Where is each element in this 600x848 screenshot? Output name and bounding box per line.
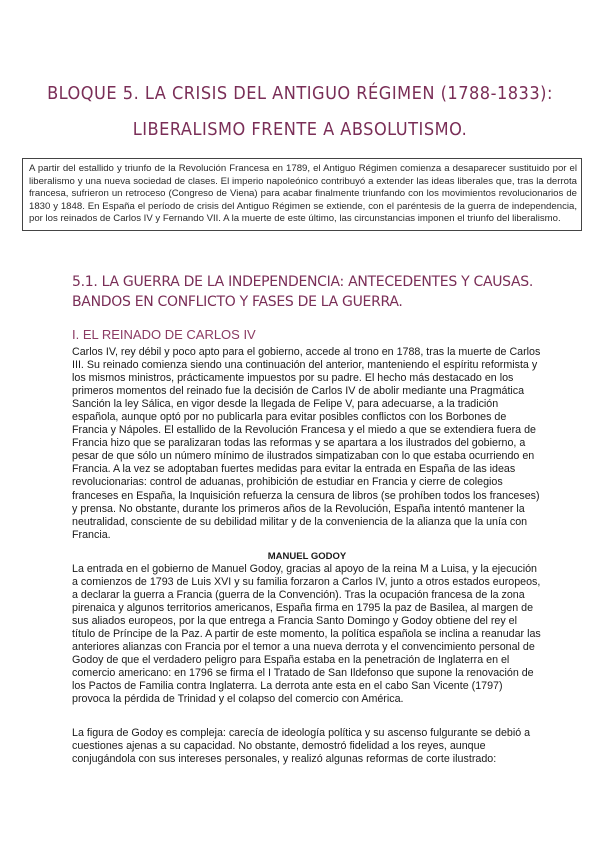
- document-title: [40, 76, 560, 148]
- paragraph-godoy-figure: La figura de Godoy es compleja: carecía de ideología política y su ascenso fulgurante se debió a cuestiones ajenas a su capacidad. No obstante, demostró fidelidad a los reyes, aunque conjugándola con sus intereses personales, y realizó algunas reformas de corte ilustrado:: [72, 727, 531, 766]
- title-line-1: BLOQUE 5. LA CRISIS DEL ANTIGUO RÉGIMEN (1788-1833):: [47, 83, 553, 104]
- title-line-2: LIBERALISMO FRENTE A ABSOLUTISMO.: [132, 119, 468, 140]
- section-title: 5.1. LA GUERRA DE LA INDEPENDENCIA: ANTECEDENTES Y CAUSAS. BANDOS EN CONFLICTO Y FASES DE LA GUERRA.: [72, 274, 534, 310]
- godoy-heading: MANUEL GODOY: [267, 551, 347, 562]
- intro-box: A partir del estallido y triunfo de la Revolución Francesa en 1789, el Antiguo Régimen comienza a desaparecer sustituido por el liberalismo y una nueva sociedad de clases. El imperio napoleónico contribuyó a extender las ideas liberales que, tras la derrota francesa, sufrieron un retroceso (Congreso de Viena) para acabar finalmente triunfando con los movimientos revolucionarios de 1830 y 1848. En España el período de crisis del Antiguo Régimen se extiende, con el paréntesis de la guerra de independencia, por los reinados de Carlos IV y Fernando VII. A la muerte de este último, las circunstancias imponen el triunfo del liberalismo.: [22, 158, 582, 231]
- paragraph-carlos-iv: Carlos IV, rey débil y poco apto para el gobierno, accede al trono en 1788, tras la muerte de Carlos III. Su reinado comienza siendo una continuación del anterior, manteniendo el espíritu reformista y los mismos ministros, prácticamente impuestos por su padre. El hecho más destacado en los primeros momentos del reinado fue la decisión de Carlos IV de abolir mediante una Pragmática Sanción la ley Sálica, en vigor desde la llegada de Felipe V, para adecuarse, a la tradición española, aunque optó por no publicarla para evitar posibles conflictos con los Borbones de Francia y Nápoles. El estallido de la Revolución Francesa y el miedo a que se extendiera fuera de Francia hizo que se paralizaran todas las reformas y se apartara a los ilustrados del gobierno, a pesar de que sólo un número mínimo de ilustrados simpatizaban con lo que estaba ocurriendo en Francia. A la vez se adoptaban fuertes medidas para evitar la entrada en España de las ideas revolucionarias: control de aduanas, prohibición de estudiar en Francia y cierre de colegios franceses en España, la Inquisición refuerza la censura de libros (se prohíben todos los franceses) y prensa. No obstante, durante los primeros años de la Revolución, España intentó mantener la neutralidad, consciente de su debilidad militar y de la conveniencia de la alianza que la unía con Francia.: [72, 346, 541, 541]
- subsection-title: I. EL REINADO DE CARLOS IV: [72, 327, 256, 342]
- paragraph-godoy: La entrada en el gobierno de Manuel Godoy, gracias al apoyo de la reina M a Luisa, y la ejecución a comienzos de 1793 de Luis XVI y su familia forzaron a Carlos IV, junto a otros estados europeos, a declarar la guerra a Francia (guerra de la Convención). Tras la ocupación francesa de la zona pirenaica y algunos territorios americanos, España firma en 1795 la paz de Basilea, al margen de sus aliados europeos, por la que entrega a Francia Santo Domingo y Godoy obtiene del rey el título de Príncipe de la Paz. A partir de este momento, la política española se inclina a reanudar las anteriores alianzas con Francia por el temor a una nueva derrota y el convencimiento personal de Godoy de que el verdadero peligro para España estaba en la penetración de Inglaterra en el comercio americano: en 1796 se firma el I Tratado de San Ildefonso que supone la renovación de los Pactos de Familia contra Inglaterra. La derrota ante esta en el cabo San Vicente (1797) provoca la pérdida de Trinidad y el colapso del comercio con América.: [72, 563, 541, 706]
